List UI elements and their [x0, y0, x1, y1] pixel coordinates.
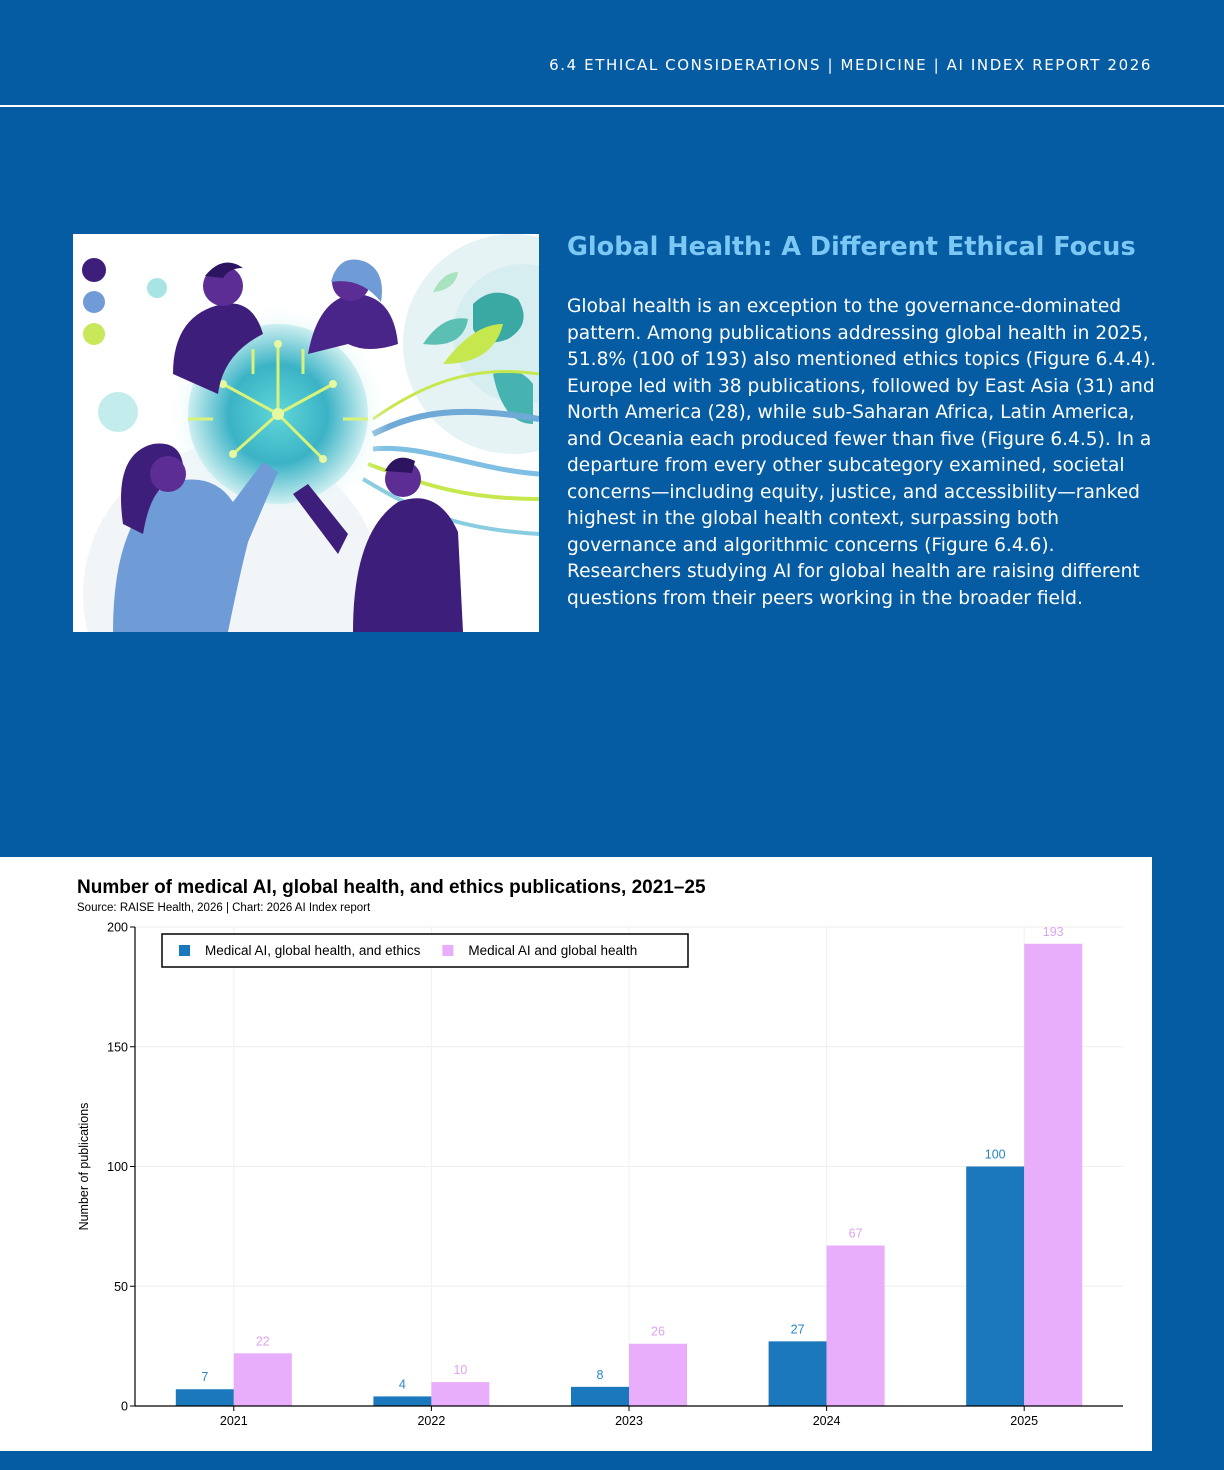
y-tick-label: 100: [107, 1160, 128, 1174]
y-tick-label: 200: [107, 920, 128, 935]
body-paragraph: Global health is an exception to the governance-dominated pattern. Among publications addressing global health in 2025, 51.8% (100 of 193) also mentioned ethics topics (Figure 6.4.4). Europe led with 38 publications, followed by East Asia (31) and North America (28), while sub-Saharan Africa, Latin America, and Oceania each produced fewer than five (Figure 6.4.5). In a departure from every other subcategory examined, societal concerns—including equity, justice, and accessibility—ranked highest in the global health context, surpassing both governance and algorithmic concerns (Figure 6.4.6). Researchers studying AI for global health are raising different questions from their peers working in the broader field.: [567, 296, 1157, 609]
legend-swatch: [442, 945, 453, 956]
y-tick-label: 0: [121, 1399, 128, 1414]
data-label: 7: [201, 1370, 209, 1385]
bar-2025-series-2: [1024, 944, 1082, 1406]
section-title: Global Health: A Different Ethical Focus: [567, 232, 1136, 262]
bar-chart: [0, 857, 1152, 1451]
x-tick-label: 2023: [615, 1414, 643, 1428]
bar-2025-series-1: [966, 1167, 1024, 1407]
legend-label: Medical AI and global health: [468, 943, 638, 958]
y-axis-label: Number of publications: [77, 1102, 91, 1231]
header-breadcrumb: 6.4 ETHICAL CONSIDERATIONS | MEDICINE | AI INDEX REPORT 2026: [549, 56, 1152, 74]
data-label: 10: [453, 1363, 468, 1378]
data-label: 67: [848, 1226, 863, 1241]
data-label: 4: [398, 1377, 406, 1392]
data-label: 8: [596, 1367, 604, 1382]
bar-2022-series-2: [431, 1382, 489, 1406]
bar-2021-series-2: [234, 1353, 292, 1406]
legend-label: Medical AI, global health, and ethics: [205, 943, 421, 958]
data-label: 100: [984, 1147, 1006, 1162]
bar-2023-series-1: [571, 1387, 629, 1406]
data-label: 26: [651, 1324, 665, 1339]
bar-2024-series-1: [769, 1341, 827, 1406]
bar-2021-series-1: [176, 1389, 234, 1406]
bar-2023-series-2: [629, 1344, 687, 1406]
legend-swatch: [179, 945, 190, 956]
data-label: 22: [255, 1334, 270, 1349]
global-health-illustration: [73, 234, 539, 632]
x-tick-label: 2025: [1010, 1414, 1039, 1428]
y-tick-label: 150: [107, 1040, 128, 1055]
header-divider: [0, 105, 1224, 107]
chart-title: Number of medical AI, global health, and ethics publications, 2021–25: [77, 877, 706, 898]
y-tick-label: 50: [114, 1279, 128, 1294]
data-label: 27: [790, 1322, 805, 1337]
x-tick-label: 2022: [417, 1414, 446, 1428]
bar-2024-series-2: [827, 1246, 885, 1406]
x-tick-label: 2021: [219, 1414, 248, 1428]
chart-source: Source: RAISE Health, 2026 | Chart: 2026 AI Index report: [77, 902, 371, 914]
bar-2022-series-1: [373, 1396, 431, 1406]
data-label: 193: [1042, 924, 1064, 939]
x-tick-label: 2024: [812, 1414, 841, 1428]
